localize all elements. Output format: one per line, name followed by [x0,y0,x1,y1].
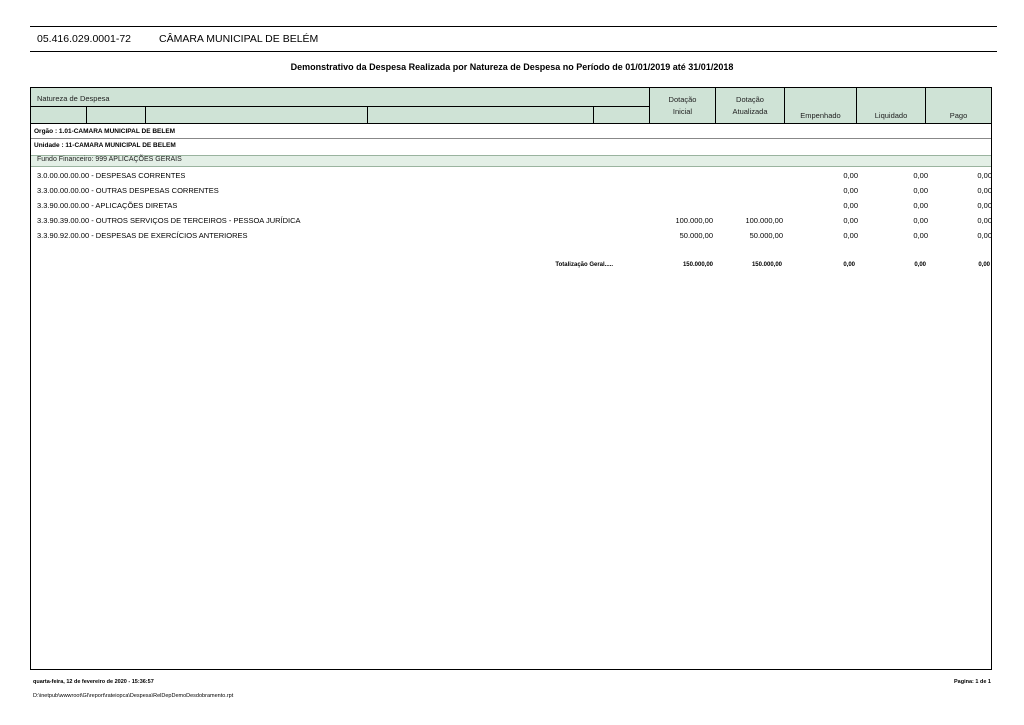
header-rule [30,51,997,52]
row-label: 3.0.00.00.00.00 - DESPESAS CORRENTES [37,171,186,180]
report-title: Demonstrativo da Despesa Realizada por Natureza de Despesa no Período de 01/01/2019 até 31/01/2018 [290,62,734,72]
dotacao-inicial-line1: Dotação [668,95,697,104]
row-empenhado-value: 0,00 [843,201,858,210]
total-empenhado: 0,00 [843,262,855,268]
row-pago-value: 0,00 [977,171,992,180]
row-label: 3.3.00.00.00.00 - OUTRAS DESPESAS CORRENTES [37,186,219,195]
orgao-rule [31,138,991,139]
row-atualizada-value: 50.000,00 [749,231,783,240]
row-liquidado-value: 0,00 [913,171,928,180]
natureza-subcell [145,106,368,124]
row-liquidado-value: 0,00 [913,231,928,240]
natureza-header-label: Natureza de Despesa [37,94,110,103]
entity-name: CÂMARA MUNICIPAL DE BELÉM [159,33,319,45]
pago-label: Pago [949,111,968,120]
row-liquidado-value: 0,00 [913,201,928,210]
total-liquidado: 0,00 [914,262,926,268]
row-empenhado-value: 0,00 [843,231,858,240]
dotacao-atualizada-line2: Atualizada [732,107,768,116]
footer-path: D:\inetpub\wwwroot\GI\report\rateiopca\Despesa\RelDepDemoDesdobramento.rpt [33,693,234,699]
unidade-label: Unidade : 11-CAMARA MUNICIPAL DE BELEM [34,142,176,149]
empenhado-label: Empenhado [800,111,841,120]
footer-page: Pagina: 1 de 1 [954,679,991,685]
row-liquidado-value: 0,00 [913,216,928,225]
row-label: 3.3.90.00.00.00 - APLICAÇÕES DIRETAS [37,201,178,210]
row-pago-value: 0,00 [977,216,992,225]
row-empenhado-value: 0,00 [843,216,858,225]
total-inicial: 150.000,00 [682,262,713,268]
natureza-header [30,87,650,107]
natureza-subcell [593,106,650,124]
total-pago: 0,00 [978,262,990,268]
row-inicial-value: 50.000,00 [679,231,713,240]
row-empenhado-value: 0,00 [843,171,858,180]
natureza-subcell [367,106,594,124]
row-inicial-value: 100.000,00 [675,216,713,225]
row-label: 3.3.90.92.00.00 - DESPESAS DE EXERCÍCIOS ANTERIORES [37,231,248,240]
row-liquidado-value: 0,00 [913,186,928,195]
row-empenhado-value: 0,00 [843,186,858,195]
liquidado-label: Liquidado [874,111,908,120]
dotacao-atualizada-line1: Dotação [736,95,764,104]
natureza-subcell [30,106,87,124]
footer-date: quarta-feira, 12 de fevereiro de 2020 - 15:36:57 [33,679,154,685]
cnpj-text: 05.416.029.0001-72 [37,33,132,45]
natureza-subcell [86,106,146,124]
row-atualizada-value: 100.000,00 [745,216,783,225]
total-label: Totalização Geral..... [555,262,613,268]
row-label: 3.3.90.39.00.00 - OUTROS SERVIÇOS DE TERCEIROS - PESSOA JURÍDICA [37,216,301,225]
row-pago-value: 0,00 [977,231,992,240]
orgao-label: Orgão : 1.01-CAMARA MUNICIPAL DE BELEM [34,128,176,135]
top-rule [30,26,997,27]
total-atualizada: 150.000,00 [751,262,782,268]
fund-label: Fundo Financeiro: 999 APLICAÇÕES GERAIS [37,156,182,163]
dotacao-inicial-line2: Inicial [672,107,693,116]
row-pago-value: 0,00 [977,186,992,195]
row-pago-value: 0,00 [977,201,992,210]
